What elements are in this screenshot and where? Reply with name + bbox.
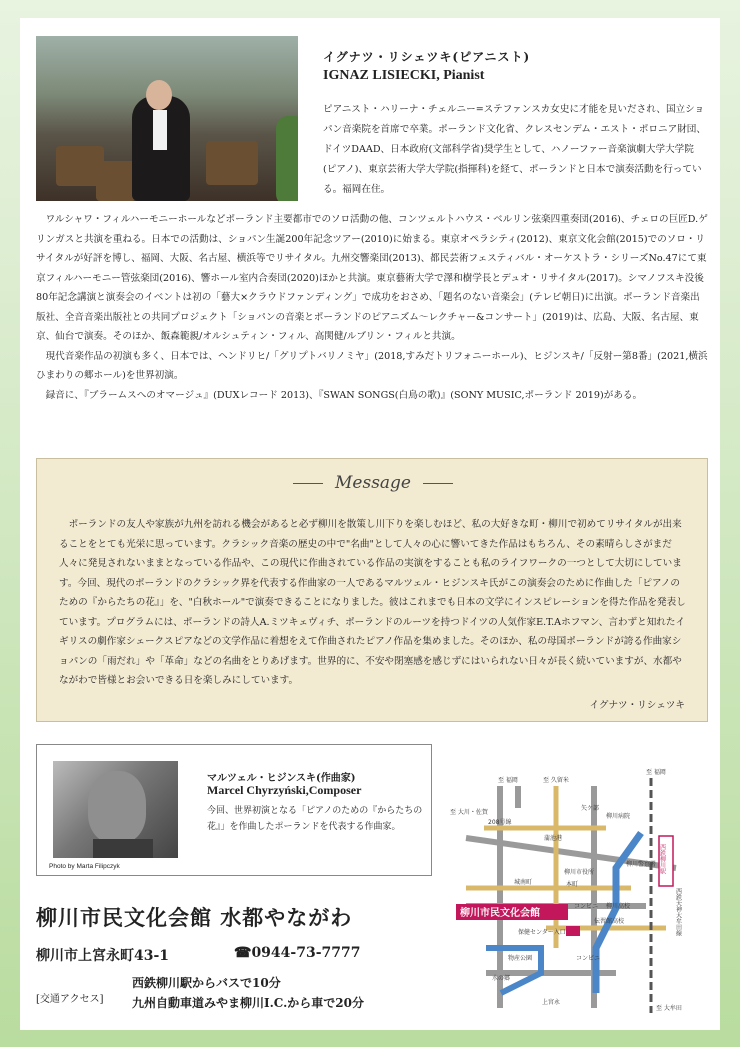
- bio-paragraph: ワルシャワ・フィルハーモニーホールなどポーランド主要都市でのソロ活動の他、コンツェルトハウス・ベルリン弦楽四重奏団(2016)、チェロの巨匠D.ゲリンガスと共演を重ねる。日本での活動は、ショパン生誕200年記念ツアー(2010)に始まる。東京オペラシティ(2012)、東京文化会館(2015)でのソロ・リサイタルが好評を博し、福岡、大阪、名古屋、横浜等でリサイタル。九州交響楽団(2013)、都民芸術フェスティバル・オーケストラ・シリーズNo.47にて東京フィルハーモニー管弦楽団(2016)、響ホール室内合奏団(2020)ほかと共演。東京藝術大学で澤和樹学長とデュオ・リサイタル(2017)。シマノフスキ没後80年記念講演と演奏会のイベントは初の「藝大×クラウドファンディング」で成功をおさめ、「題名のない音楽会」(テレビ朝日)に出演。ポーランド音楽出版社、全音音楽出版社との共同プロジェクト「ショパンの音楽とポーランドのピアニズム〜レクチャー&コンサート」(2019)は、広島、大阪、名古屋、東京、仙台で演奏。そのほか、飯森範親/オルシュティン・フィル、高関健/ルブリン・フィルと共演。: [36, 214, 708, 342]
- message-body: ポーランドの友人や家族が九州を訪れる機会があると必ず柳川を散策し川下りを楽しむほど、私の大好きな町・柳川で初めてリサイタルが出来ることをとても光栄に思っています。クラシック音楽の歴史の中で"名曲"として人々の心に響いてきた作品はもちろん、その素晴らしさがまだ人々に発見されないままとなっている作品や、この現代に作曲されている作品の実演をすることも私のライフワークの一つとして大切にしています。今回、現代のポーランドのクラシック界を代表する作曲家の一人であるマルツェル・ヒジンスキ氏がこの演奏会のために作曲した「ピアノのための『からたちの花』」を、"白秋ホール"で演奏できることになりました。彼はこれまでも日本の文学にインスピレーションを得た作品を発表しています。プログラムには、ポーランドの詩人A.ミツキェヴィチ、ポーランドのルーツを持つドイツの人気作家E.T.Aホフマン、言わずと知れたイギリスの劇作家シェークスピアなどの文学作品に着想をえて作曲されたピアノ作品を集めました。そのほか、私の母国ポーランドが誇る作曲家ショパンの「雨だれ」や「革命」などの名曲をとりあげます。世界的に、不安や閉塞感を感じずにはいられない日々が長く続いていますが、水都やながわで皆様とお会いできる日を楽しみにしています。: [59, 519, 686, 686]
- composer-photo: [53, 761, 178, 858]
- map-label: 保健センター入口: [518, 929, 566, 936]
- pianist-name-en: IGNAZ LISIECKI, Pianist: [323, 68, 485, 83]
- access-label: [交通アクセス]: [36, 994, 104, 1005]
- map-label: 208号線: [488, 819, 512, 826]
- map-label: 柳川警察署: [626, 861, 657, 868]
- map-label: 城南町: [514, 879, 533, 886]
- access-bus: 西鉄柳川駅からバスで10分: [132, 976, 281, 990]
- composer-name-jp: マルツェル・ヒジンスキ(作曲家): [207, 773, 356, 784]
- map-label: 至 福岡: [498, 777, 518, 784]
- map-rail-label: 西鉄天神大牟田線: [674, 888, 682, 936]
- photo-credit: Photo by Marta Filipczyk: [49, 863, 120, 870]
- map-label: 柳川市役所: [564, 869, 595, 876]
- message-title: Message: [335, 473, 411, 493]
- map-label: 物産公園: [508, 955, 533, 962]
- access-car: 九州自動車道みやま柳川I.C.から車で20分: [132, 996, 365, 1010]
- map-label: コンビニ: [576, 955, 601, 962]
- pianist-name-jp: イグナツ・リシェツキ(ピアニスト): [323, 50, 531, 64]
- map-label: 水の郷: [492, 975, 511, 982]
- message-heading: [37, 473, 709, 493]
- map-station-label: 西鉄柳川駅: [658, 844, 666, 874]
- pianist-intro: ピアニスト・ハリーナ・チェルニー=ステファンスカ女史に才能を見いだされ、国立ショパン音楽院を首席で卒業。ポーランド文化省、クレスセンデム・エスト・ポロニア財団、ドイツDAAD、日本政府(文部科学省)奨学生として、ハノーファー音楽演劇大学大学院(ピアノ)、東京芸術大学大学院(指揮科)を経て、ポーランドと日本で演奏活動を行っている。福岡在住。: [323, 104, 706, 195]
- map-label: 柳川病院: [606, 813, 631, 820]
- map-label: 至 久留米: [543, 777, 569, 784]
- map-label: 矢ケ部: [581, 805, 600, 812]
- map-label: 至 大牟田: [656, 1005, 682, 1012]
- composer-box: [36, 744, 432, 876]
- map-label: 本町: [566, 881, 579, 888]
- bio-paragraph: 現代音楽作品の初演も多く、日本では、ヘンドリヒ/「グリプトバリノミヤ」(2018,すみだトリフォニーホール)、ヒジンスキ/「反射ー第8番」(2021,横浜ひまわりの郷ホール)を世界初演。: [36, 350, 708, 381]
- map-venue-label: 柳川市民文化会館: [460, 908, 540, 919]
- bio-paragraph: 録音に、『ブラームスへのオマージュ』(DUXレコード 2013)、『SWAN SONGS(白鳥の歌)』(SONY MUSIC,ポーランド 2019)がある。: [45, 389, 643, 401]
- venue-address: 柳川市上宮永町43-1: [36, 948, 170, 964]
- map-label: 至 福岡: [646, 769, 666, 776]
- pianist-biography: [36, 210, 708, 405]
- map-label: 伝習館高校: [594, 918, 625, 925]
- venue-name: 柳川市民文化会館 水都やながわ: [36, 905, 353, 930]
- map-label: 柳川高校: [606, 903, 631, 910]
- venue-phone: ☎0944-73-7777: [234, 945, 361, 961]
- message-signature: イグナツ・リシェツキ: [589, 700, 685, 711]
- map-label: 至 大川・佐賀: [450, 809, 488, 816]
- pianist-photo: [36, 36, 298, 201]
- map-label: 蒲池港: [544, 835, 563, 842]
- message-box: [36, 458, 708, 722]
- access-map: [446, 748, 694, 1018]
- composer-name-en: Marcel Chyrzyński,Composer: [207, 783, 362, 797]
- map-label: 上宮永: [542, 999, 561, 1006]
- map-label: コンビニ: [574, 903, 599, 910]
- composer-description: 今回、世界初演となる「ピアノのための『からたちの花』」を作曲したポーランドを代表する作曲家。: [207, 806, 423, 832]
